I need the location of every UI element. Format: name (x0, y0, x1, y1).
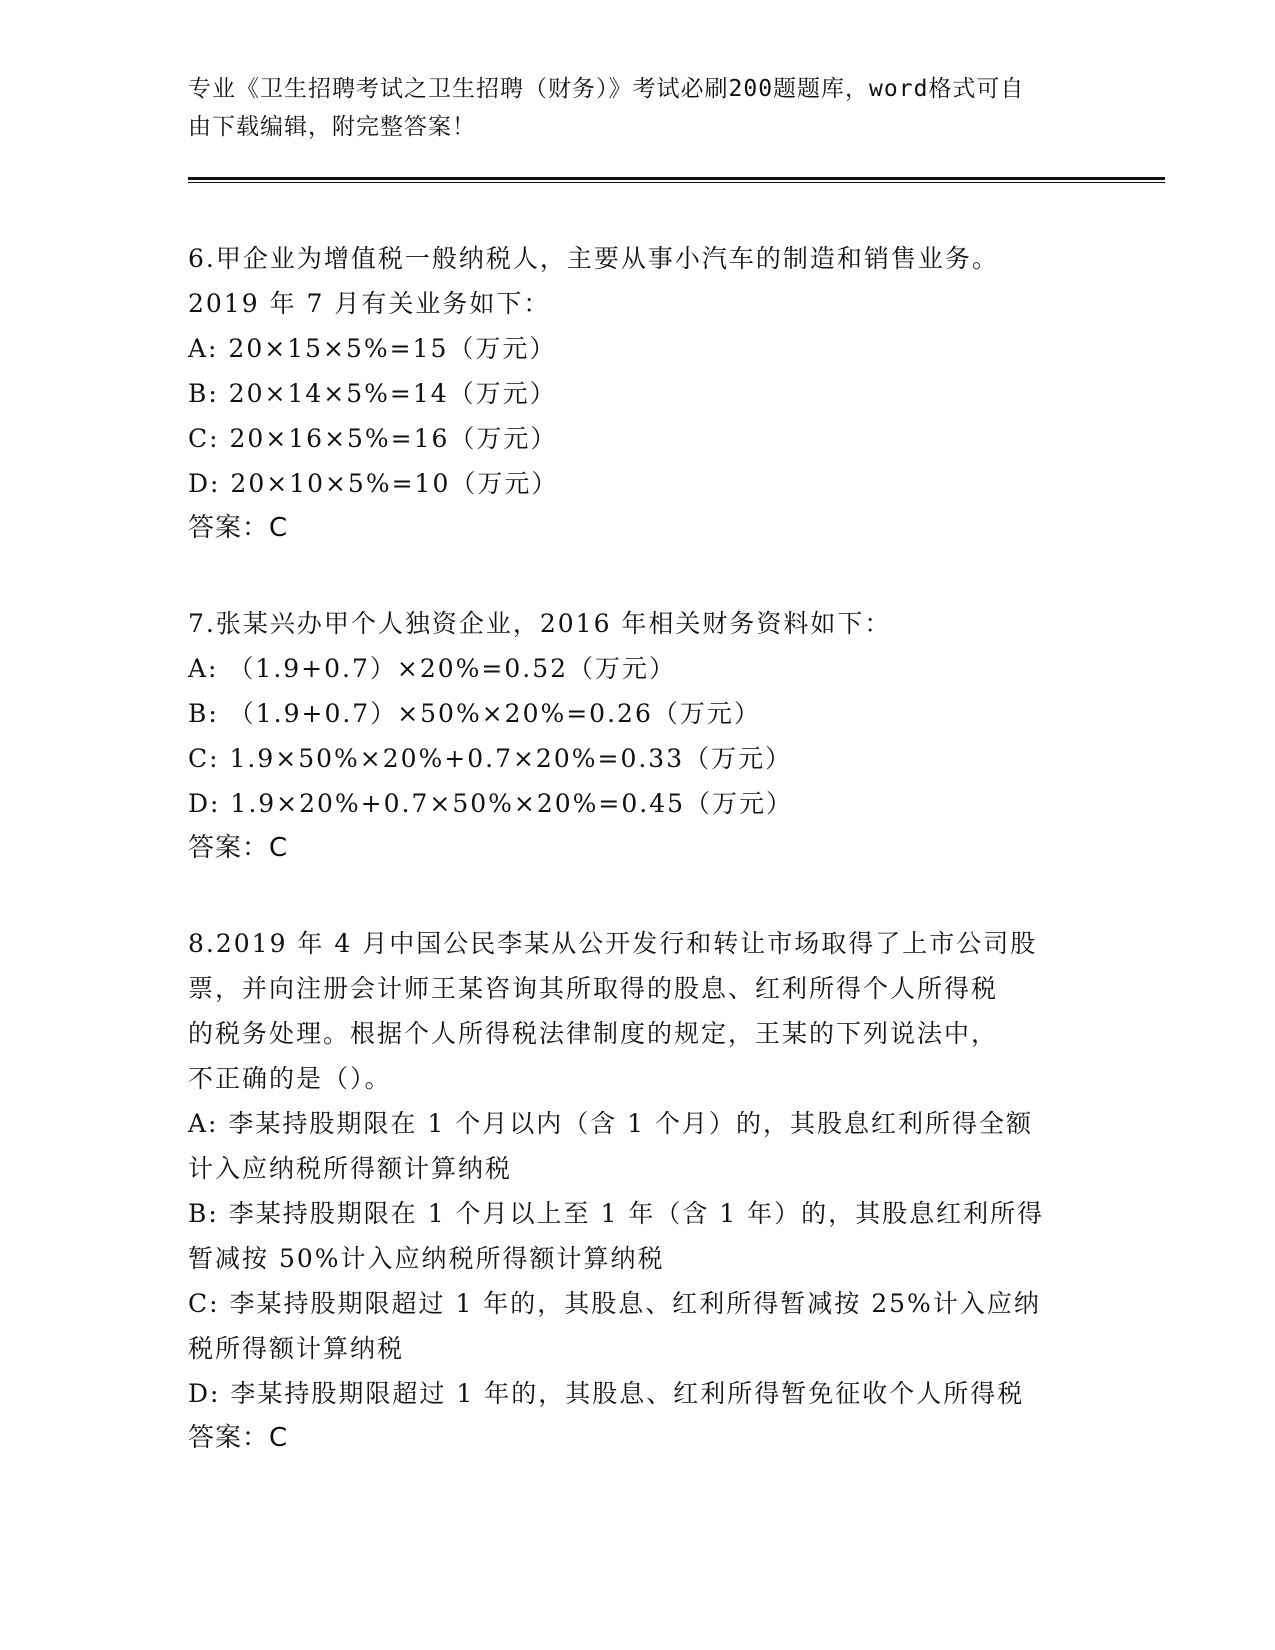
answer-label: 答案：C (188, 1423, 289, 1453)
option-a: A: （1.9+0.7）×20%=0.52（万元） (188, 654, 677, 683)
option-d: D: 20×10×5%=10（万元） (188, 469, 559, 498)
option-b: B: 李某持股期限在 1 个月以上至 1 年（含 1 年）的，其股息红利所得 (188, 1199, 1045, 1228)
question-stem: 票，并向注册会计师王某咨询其所取得的股息、红利所得个人所得税 (188, 974, 999, 1003)
header-divider (188, 177, 1165, 180)
question-6 (188, 236, 1088, 551)
option-b-continued: 暂减按 50%计入应纳税所得额计算纳税 (188, 1244, 665, 1273)
option-c: C: 李某持股期限超过 1 年的，其股息、红利所得暂减按 25%计入应纳 (188, 1289, 1041, 1318)
question-stem: 8.2019 年 4 月中国公民李某从公开发行和转让市场取得了上市公司股 (188, 929, 1038, 958)
option-c: C: 1.9×50%×20%+0.7×20%=0.33（万元） (188, 744, 793, 773)
option-c: C: 20×16×5%=16（万元） (188, 424, 558, 453)
option-c-continued: 税所得额计算纳税 (188, 1334, 405, 1363)
header-line: 专业《卫生招聘考试之卫生招聘（财务）》考试必刷200题题库，word格式可自 (188, 76, 1025, 102)
answer-label: 答案：C (188, 513, 289, 543)
option-b: B: 20×14×5%=14（万元） (188, 379, 557, 408)
document-header (188, 70, 1068, 146)
option-b: B: （1.9+0.7）×50%×20%=0.26（万元） (188, 699, 761, 728)
option-a: A: 20×15×5%=15（万元） (188, 334, 557, 363)
option-d: D: 1.9×20%+0.7×50%×20%=0.45（万元） (188, 789, 794, 818)
question-stem: 的税务处理。根据个人所得税法律制度的规定，王某的下列说法中， (188, 1019, 999, 1048)
question-stem: 2019 年 7 月有关业务如下： (188, 289, 551, 318)
option-d: D: 李某持股期限超过 1 年的，其股息、红利所得暂免征收个人所得税 (188, 1379, 1025, 1408)
question-7 (188, 601, 1088, 871)
option-a-continued: 计入应纳税所得额计算纳税 (188, 1154, 513, 1183)
question-stem: 7.张某兴办甲个人独资企业，2016 年相关财务资料如下： (188, 609, 892, 638)
question-8 (188, 921, 1088, 1461)
header-line: 由下载编辑，附完整答案！ (188, 114, 476, 140)
answer-label: 答案：C (188, 833, 289, 863)
question-stem: 不正确的是（）。 (188, 1064, 392, 1093)
header-divider-thin (188, 182, 1165, 183)
question-stem: 6.甲企业为增值税一般纳税人，主要从事小汽车的制造和销售业务。 (188, 244, 999, 273)
option-a: A: 李某持股期限在 1 个月以内（含 1 个月）的，其股息红利所得全额 (188, 1109, 1034, 1138)
